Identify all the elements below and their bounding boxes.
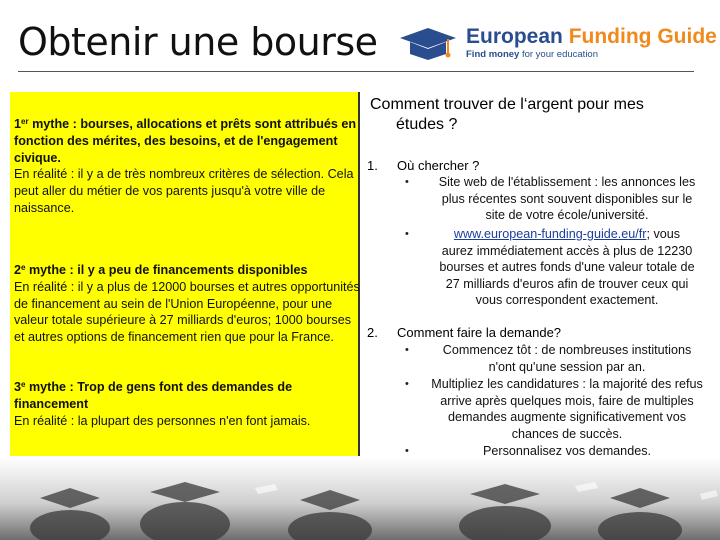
myth-block-3: 3e mythe : Trop de gens font des demandes de financement En réalité : la plupart des personnes n'en font jamais. xyxy=(14,380,311,428)
graduation-cap-icon xyxy=(398,24,458,64)
section-number-2: 2. xyxy=(367,325,378,340)
bullet-text-multipliez: Multipliez les candidatures : la majorité des refus arrive après quelques mois, faire de multiples demandes augmente significativement vos chances de succès. xyxy=(431,377,703,441)
european-funding-guide-logo[interactable] xyxy=(398,24,717,64)
section-title-1: Où chercher ? xyxy=(397,158,480,173)
funding-guide-link[interactable]: www.european-funding-guide.eu/fr xyxy=(453,227,647,241)
bullet-icon: • xyxy=(405,176,409,188)
graduation-crowd-image xyxy=(0,458,720,540)
logo-wordmark: European Funding Guide xyxy=(466,25,717,48)
section-title-2: Comment faire la demande? xyxy=(397,325,562,340)
bullet-text-site-web: Site web de l'établissement : les annonces les plus récentes sont souvent disponibles sur le site de votre école/université. xyxy=(438,175,696,223)
bullet-text-personnalisez: Personnalisez vos demandes. xyxy=(482,444,651,458)
myth-block-1: 1er mythe : bourses, allocations et prêts sont attribués en fonction des mérites, des besoins, et de l'engagement civique. En réalité : il y a de très nombreux critères de sélection. Cela peut aller du métier de vos parents jusqu'à votre ville de naissance. xyxy=(14,117,357,215)
slide-title: Obtenir une bourse xyxy=(18,20,378,64)
title-underline xyxy=(18,71,694,72)
bullet-icon: • xyxy=(405,344,409,356)
right-heading: Comment trouver de l‘argent pour mes études ? xyxy=(370,96,644,133)
bullet-text-commencez: Commencez tôt : de nombreuses institutions n'ont qu'une session par an. xyxy=(442,343,692,374)
bullet-icon: • xyxy=(405,445,409,457)
bullet-icon: • xyxy=(405,228,409,240)
logo-tagline: Find money for your education xyxy=(466,49,598,60)
myth-block-2: 2e mythe : il y a peu de financements disponibles En réalité : il y a plus de 12000 bourses et autres opportunités de financement au sein de l'Union Européenne, pour une valeur totale supérieure à 27 milliards d'euros; 1000 bourses et autres options de financement rien que pour la France. xyxy=(14,263,360,345)
bullet-icon: • xyxy=(405,378,409,390)
section-number-1: 1. xyxy=(367,158,378,173)
bullet-text-link: www.european-funding-guide.eu/fr; vous aurez immédiatement accès à plus de 12230 bourses et autres fonds d'une valeur totale de 27 milliards d'euros afin de trouver ceux qui vous correspondent exactement. xyxy=(439,227,695,308)
